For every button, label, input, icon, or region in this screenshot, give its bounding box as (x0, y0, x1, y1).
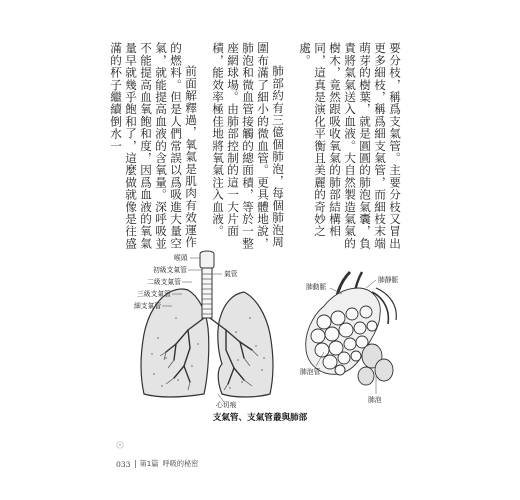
label-trachea: 氣管 (224, 270, 238, 278)
body-text (109, 42, 402, 256)
label-alveolar-sac: 肺泡管 (300, 368, 321, 376)
larynx-shape (200, 251, 214, 269)
page-footer (116, 459, 198, 469)
paragraph-3: 前面解釋過，氧氣是肌肉有效運作的燃料。但是人們常誤以爲吸進大量空氣，就能提高血液的含氧量。深呼吸並不能提高血氧飽和度，因爲血液的氧氣量早就幾乎飽和了，這麼做就像是往盛滿的杯子繼續倒水一 (109, 42, 198, 250)
lung-illustration (118, 248, 408, 408)
page-number: 033 (116, 459, 131, 469)
paragraph-1: 要分枝，稱爲支氣管。主要分枝又冒出更多細枝，稱爲細支氣管，而細枝末端萌芽的樹葉，就是圓圓的肺泡氣囊，負責將氣氣送入血液。大自然製造氣氣的樹木，竟然跟吸收氧氣的肺部結構相同，這真是演化平衡且美麗的奇妙之處。 (298, 42, 402, 250)
trachea-shape (202, 268, 212, 318)
label-primary-bronchi: 初級支氣管 (153, 266, 187, 274)
label-alveoli: 肺泡 (368, 396, 382, 404)
figure-caption: 支氣管、支氣管叢與肺部 (212, 413, 308, 423)
footer-divider (135, 460, 136, 468)
label-larynx: 喉頭 (174, 254, 188, 262)
flower-icon (115, 440, 125, 450)
chapter-title: 呼吸的秘密 (162, 459, 199, 468)
label-bronchioles: 細支氣管 (134, 302, 162, 310)
label-secondary-bronchi: 二級支氣管 (147, 278, 181, 286)
label-pulmonary-artery: 肺動脈 (306, 283, 327, 291)
chapter-label: 第1篇 (139, 459, 159, 468)
paragraph-2: 肺部約有三億個肺泡，每個肺泡周圍布滿了細小的微血管。更具體地說，肺泡和微血管接觸的總面積，等於一整座網球場。由肺部控制的這一大片面積，能效率極佳地將氧氣注入血液。 (211, 42, 285, 250)
label-pulmonary-vein: 肺靜脈 (378, 276, 399, 284)
label-tertiary-bronchi: 三級支氣管 (137, 290, 171, 298)
label-cardiac-notch: 心切痕 (216, 401, 237, 409)
